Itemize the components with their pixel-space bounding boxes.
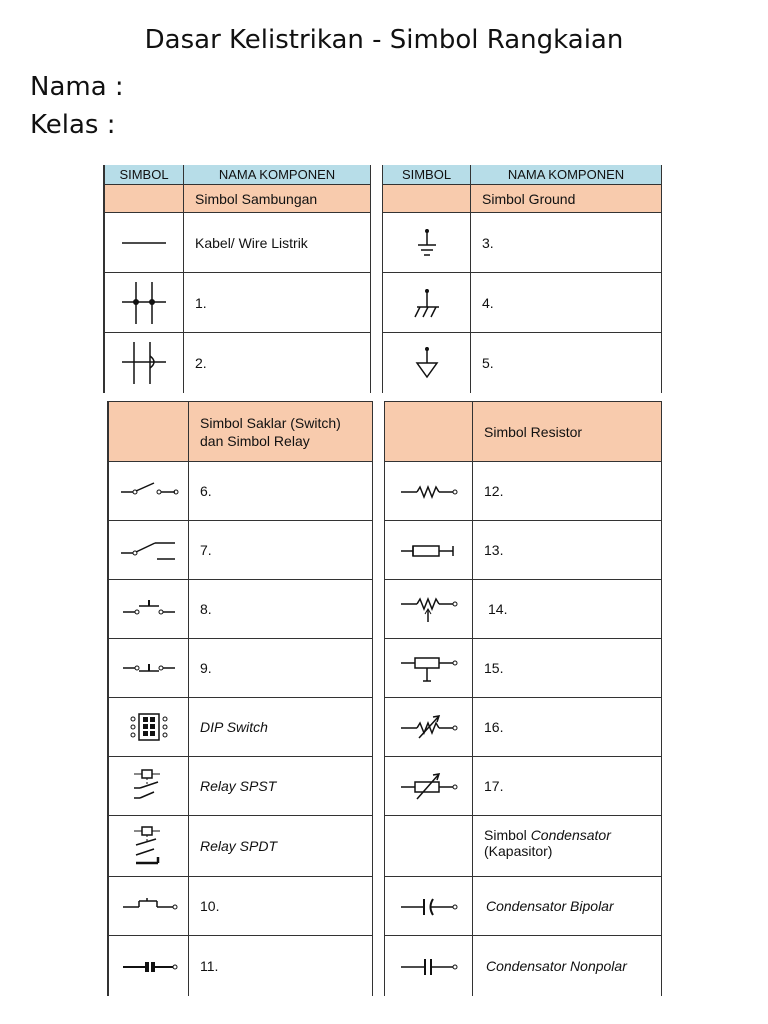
switch-spdt-icon [117,535,181,565]
component-header: NAMA KOMPONEN [183,165,370,184]
switch-table [107,401,373,996]
section-title: Simbol Sambungan [183,185,370,212]
table-row [385,639,661,698]
capacitor-bipolar-icon [397,891,461,921]
junction-dot-icon [114,278,174,328]
switch-open-icon [117,476,181,506]
table-row [385,816,661,877]
component-label: 11. [188,936,372,996]
table-row [109,580,372,639]
push-button-nc-icon [117,653,181,683]
section-title: Simbol Resistor [472,402,661,461]
component-label: 10. [188,877,372,935]
capacitor-nonpolar-icon [397,951,461,981]
component-label: 9. [188,639,372,697]
component-label: 5. [470,333,661,393]
table-row [105,213,370,273]
component-label: Relay SPST [188,757,372,815]
component-header: NAMA KOMPONEN [470,165,661,184]
table-row [109,816,372,877]
variable-resistor-box-icon [397,769,461,803]
component-label: 15. [472,639,661,697]
class-label: Kelas : [30,110,116,140]
chassis-ground-icon [407,283,447,323]
component-label: 4. [470,273,661,332]
component-label: 12. [472,462,661,520]
wire-line-icon [114,233,174,253]
component-label: 8. [188,580,372,638]
potentiometer-zigzag-icon [397,592,461,626]
earth-ground-icon [407,223,447,263]
resistor-zigzag-icon [397,476,461,506]
relay-spst-icon [124,766,174,806]
component-label: Condensator Bipolar [472,877,661,935]
component-label: Condensator Nonpolar [472,936,661,996]
table-row [109,757,372,816]
dip-switch-icon [124,710,174,744]
capacitor-section-title [472,816,661,876]
component-label: Kabel/ Wire Listrik [183,213,370,272]
symbol-header: SIMBOL [401,167,452,182]
component-label: 16. [472,698,661,756]
capacitor-section-prefix: Simbol [484,827,527,843]
table-row [109,936,372,996]
component-label: 7. [188,521,372,579]
component-label: 13. [472,521,661,579]
component-label: 1. [183,273,370,332]
table-row [385,877,661,936]
component-label: Relay SPDT [188,816,372,876]
name-label: Nama : [30,72,124,102]
table-row [105,273,370,333]
signal-ground-icon [407,343,447,383]
component-label: 14. [472,580,661,638]
switch-closed-bar-icon [117,951,181,981]
component-label: DIP Switch [188,698,372,756]
table-row [385,521,661,580]
table-row [383,273,661,333]
crossing-wire-icon [114,338,174,388]
relay-spdt-icon [124,823,174,869]
table-row [109,639,372,698]
resistor-table [384,401,662,996]
table-row [385,580,661,639]
table-row [105,333,370,393]
table-row [385,757,661,816]
potentiometer-box-icon [397,651,461,685]
component-label: 6. [188,462,372,520]
table-row [383,333,661,393]
ground-table [382,165,662,393]
table-row [109,877,372,936]
table-row [385,936,661,996]
component-label: 2. [183,333,370,393]
table-row [383,213,661,273]
table-row [109,698,372,757]
page-title: Dasar Kelistrikan - Simbol Rangkaian [144,25,624,55]
switch-closed-icon [117,891,181,921]
symbol-header: SIMBOL [119,167,169,182]
section-title: Simbol Saklar (Switch) dan Simbol Relay [188,402,372,461]
table-row [109,521,372,580]
capacitor-section-word: Condensator [530,827,611,843]
table-row [385,462,661,521]
variable-resistor-zigzag-icon [397,710,461,744]
table-row [109,462,372,521]
connection-table [103,165,371,393]
component-label: 3. [470,213,661,272]
push-button-no-icon [117,594,181,624]
capacitor-section-suffix: (Kapasitor) [484,843,553,859]
table-row [385,698,661,757]
component-label: 17. [472,757,661,815]
resistor-box-icon [397,535,461,565]
section-title: Simbol Ground [470,185,661,212]
